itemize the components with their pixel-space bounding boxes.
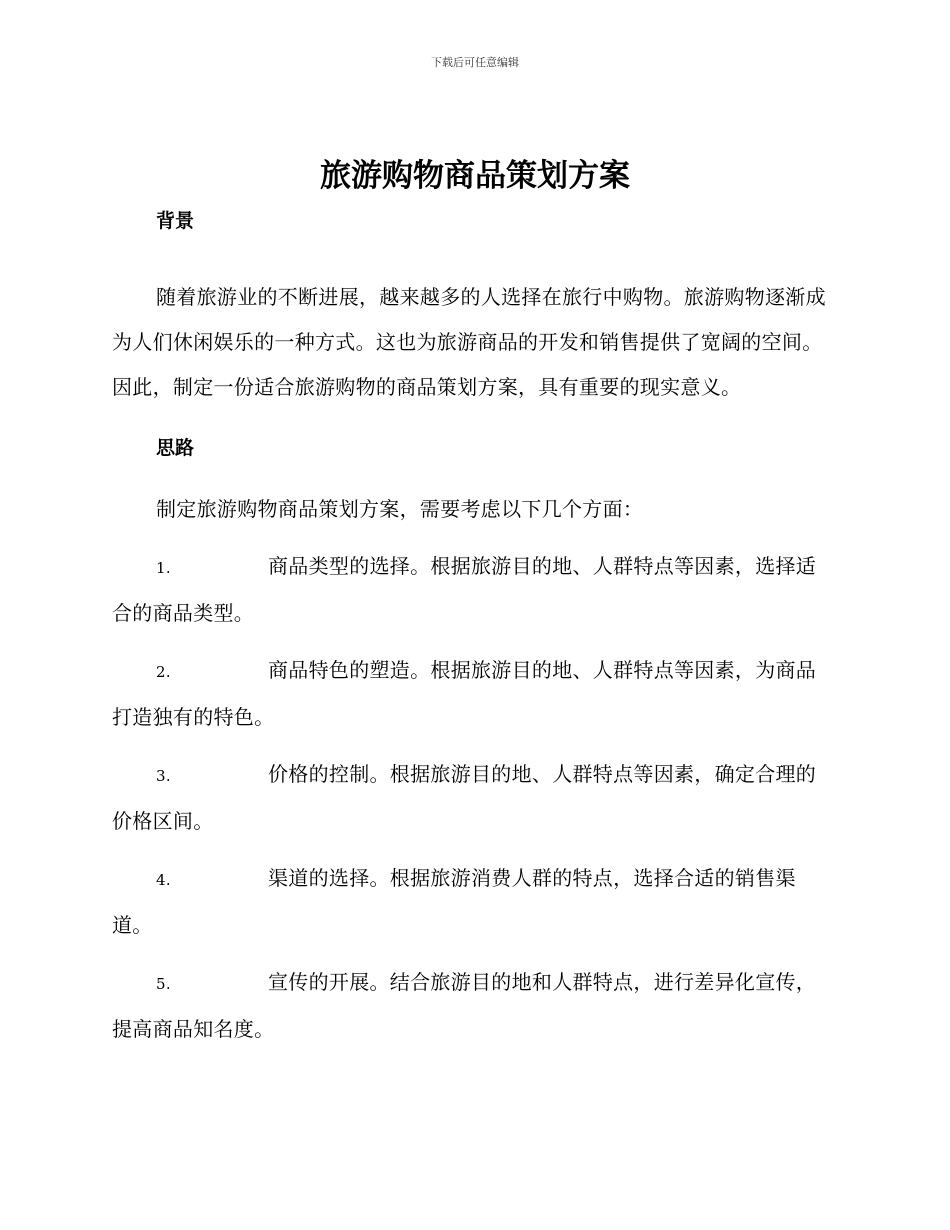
background-paragraph: 随着旅游业的不断进展，越来越多的人选择在旅行中购物。旅游购物逐渐成为人们休闲娱乐的一种方式。这也为旅游商品的开发和销售提供了宽阔的空间。因此，制定一份适合旅游购物的商品策划方案，具有重要的现实意义。 xyxy=(112,285,826,399)
list-item xyxy=(112,544,834,636)
approach-intro: 制定旅游购物商品策划方案，需要考虑以下几个方面： xyxy=(156,497,644,521)
section-heading-approach: 思路 xyxy=(156,437,195,459)
list-item xyxy=(112,752,834,844)
list-item-text: 商品类型的选择。根据旅游目的地、人群特点等因素，选择适合的商品类型。 xyxy=(112,554,817,625)
list-item xyxy=(112,960,834,1052)
list-item-text: 宣传的开展。结合旅游目的地和人群特点，进行差异化宣传，提高商品知名度。 xyxy=(112,970,817,1041)
list-item-text: 商品特色的塑造。根据旅游目的地、人群特点等因素，为商品打造独有的特色。 xyxy=(112,658,817,729)
list-item xyxy=(112,856,834,948)
list-number: 5. xyxy=(156,975,171,993)
list-item-text: 价格的控制。根据旅游目的地、人群特点等因素，确定合理的价格区间。 xyxy=(112,762,817,833)
document-title: 旅游购物商品策划方案 xyxy=(320,158,630,194)
list-number: 1. xyxy=(156,559,171,577)
document-body xyxy=(112,205,834,1052)
header-note: 下载后可任意编辑 xyxy=(431,56,519,69)
list-number: 2. xyxy=(156,663,171,681)
list-number: 4. xyxy=(156,871,171,889)
section-heading-background: 背景 xyxy=(156,210,195,232)
list-number: 3. xyxy=(156,767,171,785)
list-item xyxy=(112,648,834,740)
list-item-text: 渠道的选择。根据旅游消费人群的特点，选择合适的销售渠道。 xyxy=(112,866,796,937)
